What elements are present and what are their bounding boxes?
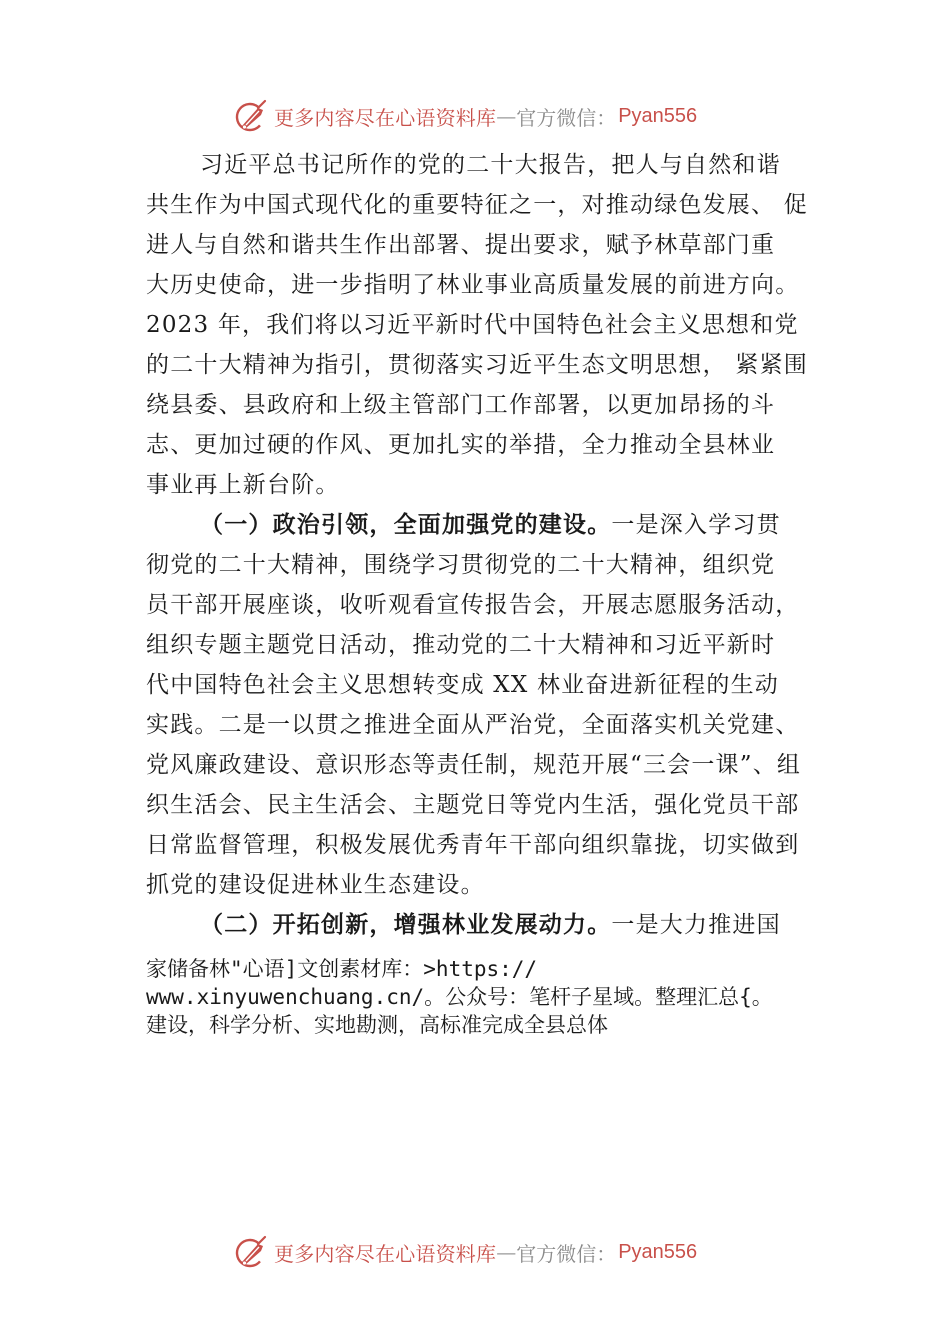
text-line: 习近平总书记所作的党的二十大报告，把人与自然和谐 <box>200 152 781 178</box>
header-banner <box>232 96 697 136</box>
text-line: 日常监督管理，积极发展优秀青年干部向组织靠拢，切实做到 <box>146 832 800 858</box>
pen-nib-logo-icon <box>232 1232 272 1272</box>
banner-wechat-label: 官方微信： <box>516 1241 617 1266</box>
banner-wechat-label: 官方微信： <box>516 105 617 130</box>
text-line: 大历史使命，进一步指明了林业事业高质量发展的前进方向。 <box>146 272 800 298</box>
text-line: 的二十大精神为指引，贯彻落实习近平生态文明思想， 紧紧围 <box>146 352 808 378</box>
document-body <box>146 145 826 1039</box>
text-line: www.xinyuwenchuang.cn/。公众号：笔杆子星域。整理汇总{。 <box>146 985 773 1009</box>
text-line: 实践。二是一以贯之推进全面从严治党，全面落实机关党建、 <box>146 712 800 738</box>
text-line: 绕县委、县政府和上级主管部门工作部署，以更加昂扬的斗 <box>146 392 776 418</box>
text-line: 2023 年，我们将以习近平新时代中国特色社会主义思想和党 <box>146 312 799 338</box>
text-line: 事业再上新台阶。 <box>146 472 340 498</box>
section-one-lead: 一是深入学习贯 <box>611 512 781 538</box>
section-one-first-line <box>146 505 826 545</box>
section-two-first-line <box>146 905 826 945</box>
section-two-lead: 一是大力推进国 <box>611 912 781 938</box>
text-line: 共生作为中国式现代化的重要特征之一，对推动绿色发展、 促 <box>146 192 808 218</box>
banner-dash: — <box>496 104 517 128</box>
text-line: 志、更加过硬的作风、更加扎实的举措，全力推动全县林业 <box>146 432 776 458</box>
section-two-heading: （二）开拓创新，增强林业发展动力。 <box>200 911 612 938</box>
banner-wechat-id: Pyan556 <box>618 1240 698 1263</box>
text-line: 抓党的建设促进林业生态建设。 <box>146 872 485 898</box>
banner-dash: — <box>496 1240 517 1264</box>
text-line: 组织专题主题党日活动，推动党的二十大精神和习近平新时 <box>146 632 776 658</box>
banner-slogan: 更多内容尽在心语资料库 <box>274 105 497 130</box>
text-line: 进人与自然和谐共生作出部署、提出要求，赋予林草部门重 <box>146 232 776 258</box>
inserted-watermark-text <box>146 955 826 1039</box>
text-line: 建设，科学分析、实地勘测，高标准完成全县总体 <box>146 1013 608 1037</box>
text-line: 家储备林"心语]文创素材库：>https:// <box>146 957 538 981</box>
text-line: 党风廉政建设、意识形态等责任制，规范开展“三会一课”、组 <box>146 752 802 778</box>
text-line: 织生活会、民主生活会、主题党日等党内生活，强化党员干部 <box>146 792 800 818</box>
banner-slogan: 更多内容尽在心语资料库 <box>274 1241 497 1266</box>
section-one-heading: （一）政治引领，全面加强党的建设。 <box>200 511 612 538</box>
footer-banner <box>232 1232 697 1272</box>
banner-wechat-id: Pyan556 <box>618 104 698 127</box>
text-line: 代中国特色社会主义思想转变成 XX 林业奋进新征程的生动 <box>146 672 779 698</box>
pen-nib-logo-icon <box>232 96 272 136</box>
text-line: 员干部开展座谈，收听观看宣传报告会，开展志愿服务活动， <box>146 592 800 618</box>
text-line: 彻党的二十大精神，围绕学习贯彻党的二十大精神，组织党 <box>146 552 776 578</box>
